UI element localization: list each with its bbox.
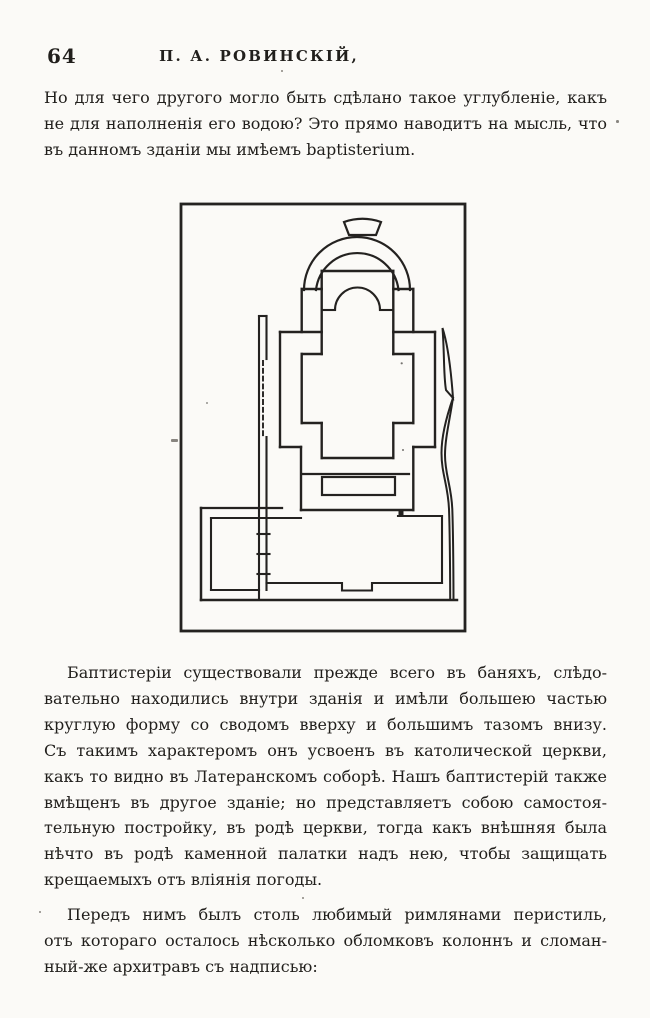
text-line: Но для чего другого могло быть сдѣлано такое углубленіе, какъ [44,88,607,107]
figure-frame [181,204,465,631]
text-line: тельную постройку, въ родѣ церкви, тогда какъ внѣшняя была [44,818,607,838]
scan-speck [39,911,41,913]
large-room-floor-notch [267,583,443,591]
scan-speck [302,897,304,899]
paragraph [44,85,607,163]
paragraph [44,902,607,980]
text-line: не для наполненія его водою? Это прямо наводитъ на мысль, что [44,113,607,133]
text-line: въ данномъ зданіи мы имѣемъ baptisterium. [44,139,416,159]
keystone-shape [344,219,381,235]
text-line: отъ котораго осталось нѣсколько обломковъ колоннъ и сломан- [44,930,607,950]
scan-specks [206,362,404,451]
scan-speck [616,120,619,123]
courtyard-enclosure [201,508,457,600]
long-boundary-wall [258,316,270,600]
text-line: Съ такимъ характеромъ онъ усвоенъ въ католической церкви, [44,740,607,760]
running-header: П. А. РОВИНСКІЙ, [159,47,359,65]
text-line: какъ то видно въ Латеранскомъ соборѣ. Нашъ баптистерій также [44,766,607,786]
broken-curved-wall [442,328,454,599]
text-line: вмѣщенъ въ другое зданіе; но представляетъ собою самостоя- [44,792,607,812]
page-number: 64 [47,44,77,68]
wall-sliver [443,328,454,398]
text-line: Баптистеріи существовали прежде всего въ баняхъ, слѣдо- [67,663,607,682]
scan-speck [171,439,178,442]
doorway-tick [399,511,404,517]
text-line: нѣчто въ родѣ каменной палатки надъ нею, чтобы защищать [44,844,607,864]
text-line: крещаемыхъ отъ вліянія погоды. [44,870,323,890]
figure-baptistery-plan [179,202,467,633]
paragraph [44,660,607,893]
text-line: Передъ нимъ былъ столь любимый римлянами перистиль, [67,905,607,924]
scan-speck [281,70,283,72]
narthex [301,474,413,510]
text-line: вательно находились внутри зданія и имѣли большею частью [44,688,607,708]
text-line: круглую форму со сводомъ вверху и большимъ тазомъ внизу. [44,714,607,734]
text-line: ный-же архитравъ съ надписью: [44,956,318,976]
baptistery-plan-drawing [179,202,467,633]
